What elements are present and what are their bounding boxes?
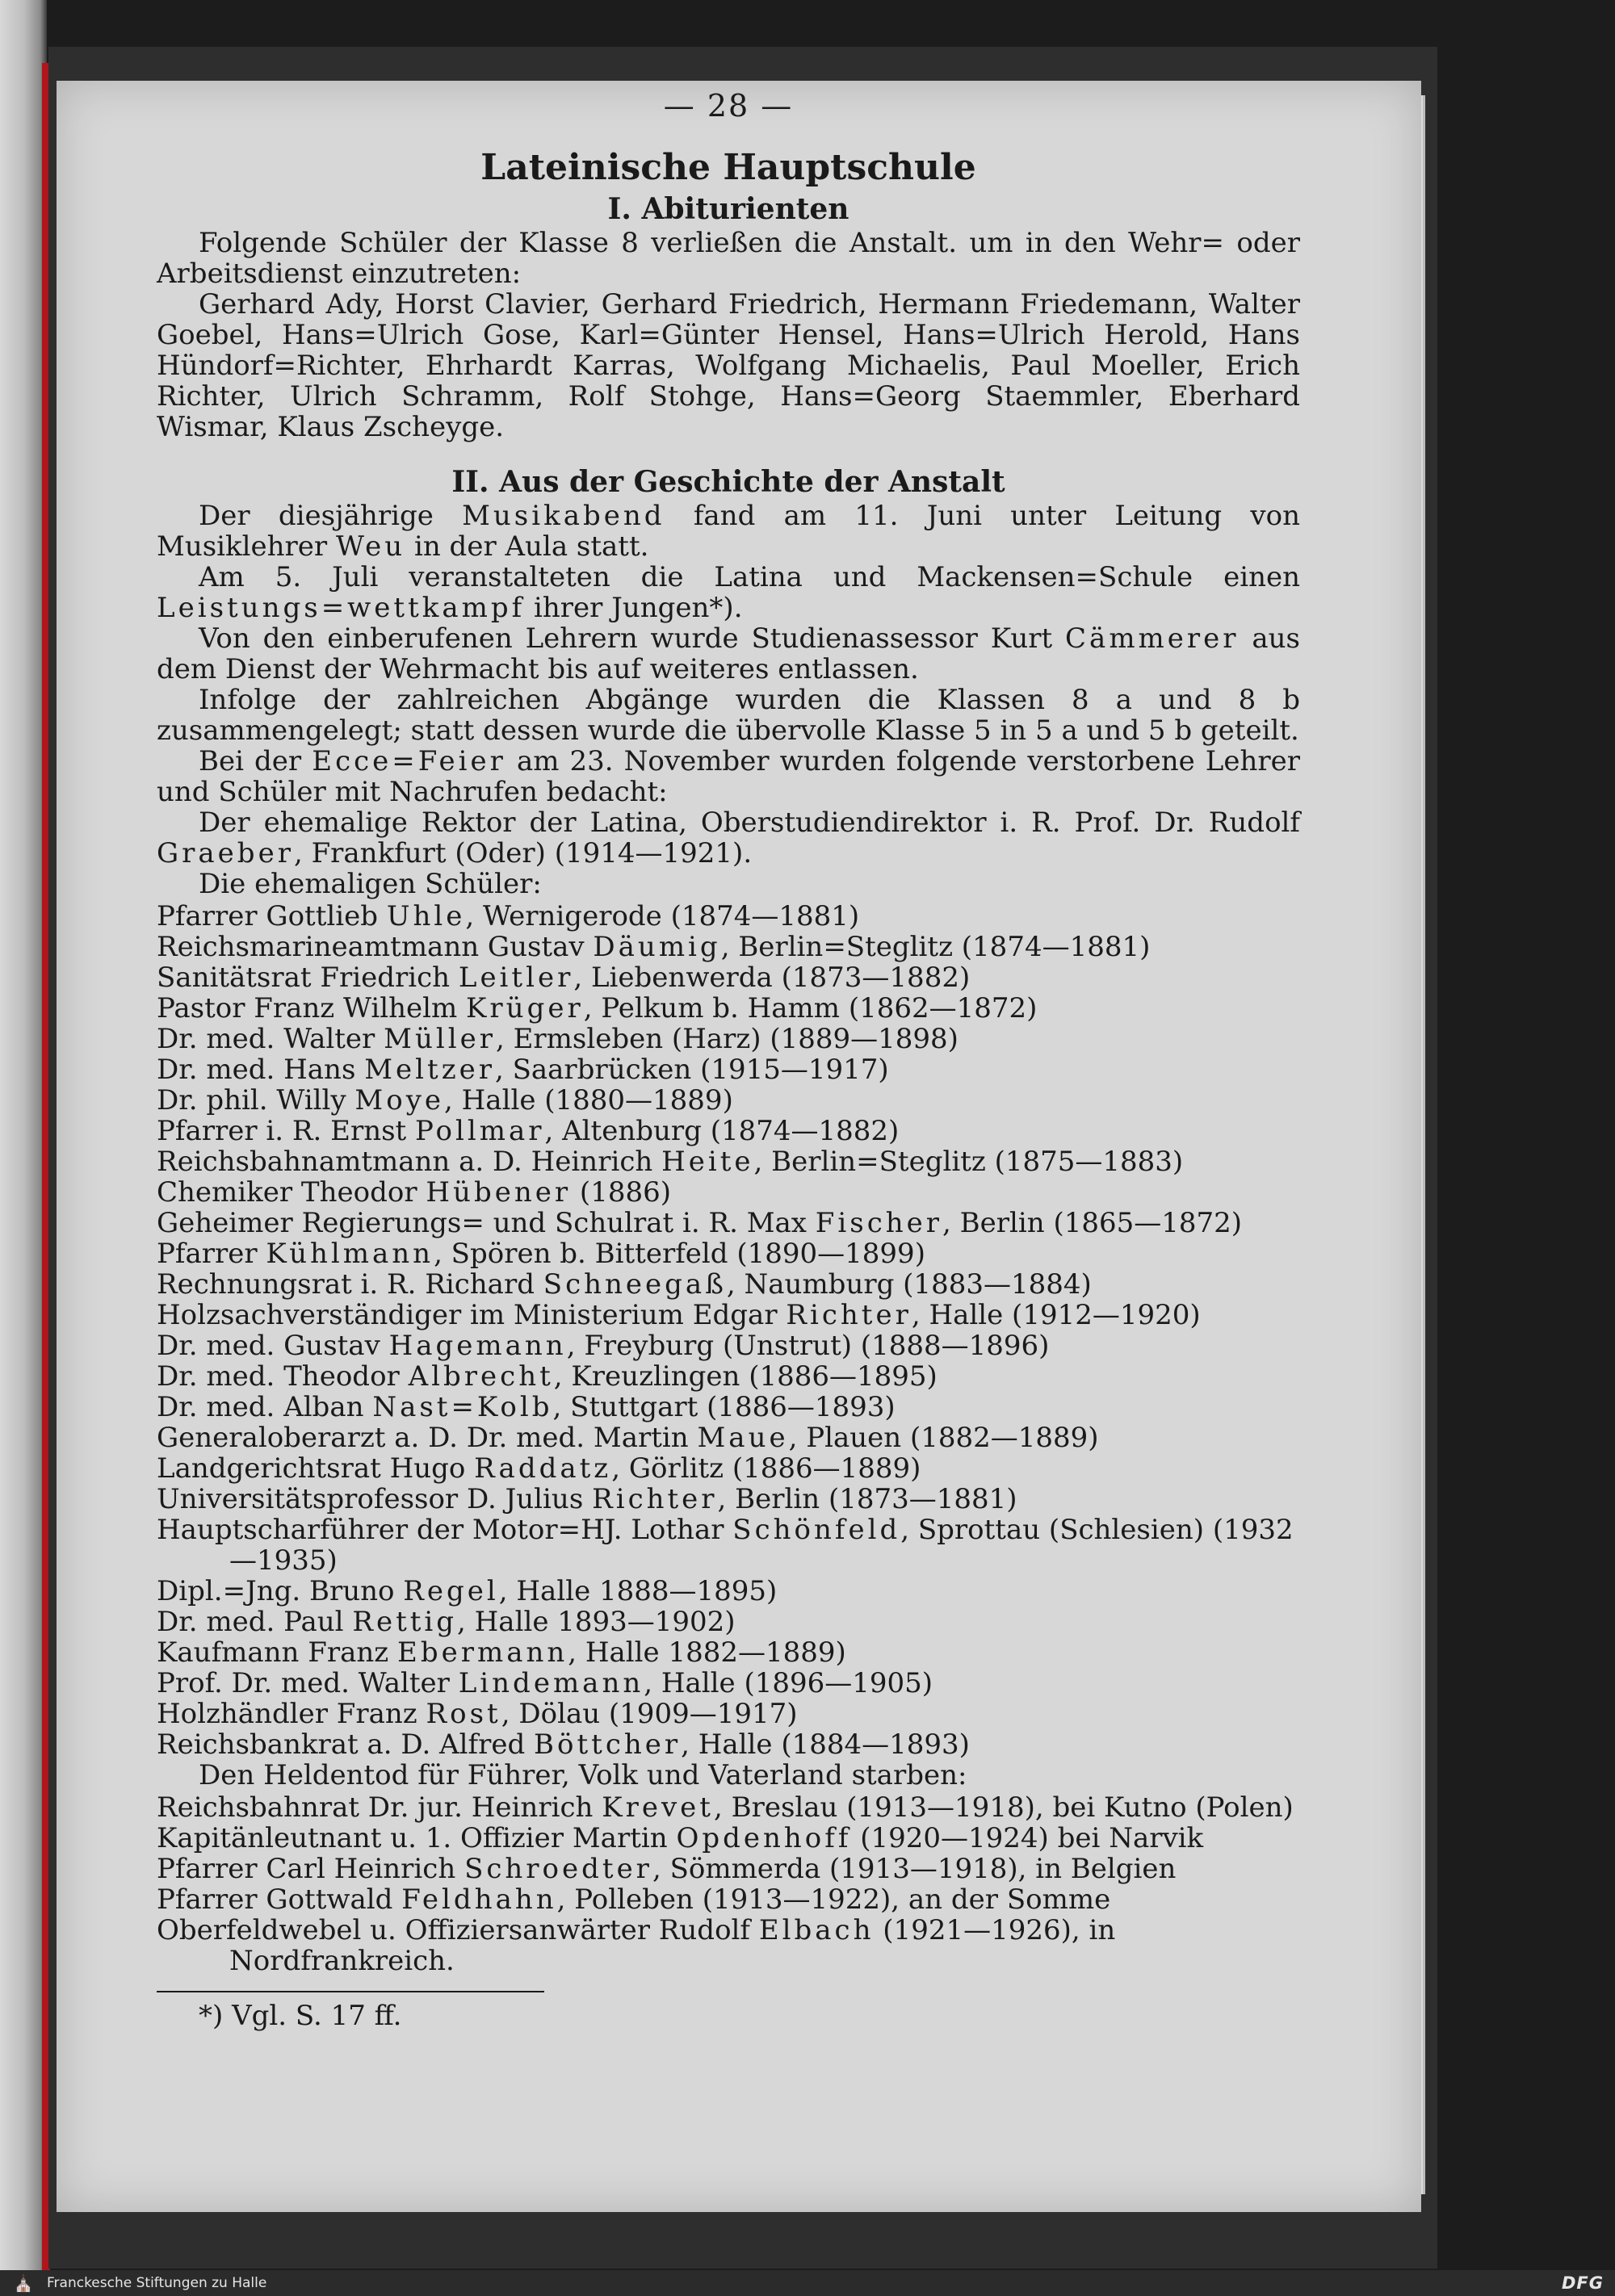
- item-details: , Dölau (1909—1917): [501, 1698, 798, 1730]
- list-item: [157, 1085, 1300, 1116]
- item-surname: Müller: [384, 1023, 496, 1055]
- text-run: fand am 11. Juni unter Leitung von Musiklehrer: [157, 500, 1300, 563]
- item-details: , Freyburg (Unstrut) (1888—1896): [566, 1330, 1050, 1362]
- list-item: [157, 1300, 1300, 1330]
- list-item: [157, 1453, 1300, 1484]
- item-title: Pfarrer Gottwald: [157, 1883, 402, 1916]
- item-details: , Berlin (1873—1881): [717, 1483, 1017, 1515]
- text-run: aus dem Dienst der Wehrmacht bis auf weiteres entlassen.: [157, 622, 1300, 685]
- list-item: [157, 901, 1300, 932]
- item-surname: Richter: [592, 1483, 718, 1515]
- item-title: Dr. med. Gustav: [157, 1330, 389, 1362]
- item-details: , Sömmerda (1913—1918), in Belgien: [652, 1853, 1177, 1885]
- item-surname: Hagemann: [388, 1330, 567, 1362]
- list-item: [157, 1823, 1300, 1854]
- item-title: Dr. med. Paul: [157, 1606, 353, 1638]
- fallen-list: [157, 1792, 1300, 1976]
- item-details: , Halle (1912—1920): [911, 1299, 1201, 1331]
- footnote: *) Vgl. S. 17 ff.: [199, 2000, 402, 2032]
- footer-institution: Franckesche Stiftungen zu Halle: [47, 2275, 267, 2291]
- item-surname: Kühlmann: [266, 1238, 434, 1270]
- item-title: Pfarrer i. R. Ernst: [157, 1115, 416, 1147]
- text-run: Der diesjährige: [199, 500, 463, 532]
- list-item: [157, 1361, 1300, 1392]
- item-surname: Albrecht: [408, 1360, 554, 1393]
- item-surname: Böttcher: [534, 1728, 682, 1761]
- item-title: Reichsmarineamtmann Gustav: [157, 931, 594, 963]
- item-title: Pfarrer: [157, 1238, 266, 1270]
- page-number: — 28 —: [663, 88, 794, 124]
- page-heading: Lateinische Hauptschule: [480, 147, 976, 188]
- paragraph-leistungswettkampf: [157, 562, 1300, 623]
- list-item: [157, 1054, 1300, 1085]
- list-item: [157, 1024, 1300, 1054]
- section-abiturienten-title: I. Abiturienten: [607, 192, 849, 226]
- abiturienten-intro: Folgende Schüler der Klasse 8 verließen die Anstalt. um in den Wehr= oder Arbeitsdienst einzutreten:: [157, 227, 1300, 290]
- item-surname: Leitler: [458, 962, 574, 994]
- list-item: [157, 1146, 1300, 1177]
- list-item: [157, 1854, 1300, 1884]
- crest-icon: ⛪: [13, 2273, 34, 2293]
- list-item: [157, 1330, 1300, 1361]
- item-surname: Fischer: [815, 1207, 943, 1239]
- item-surname: Richter: [786, 1299, 912, 1331]
- item-surname: Opdenhoff: [676, 1822, 852, 1854]
- item-surname: Maue: [697, 1422, 789, 1454]
- list-item: [157, 1884, 1300, 1915]
- spaced-term: Musikabend: [462, 500, 665, 532]
- item-title: Chemiker Theodor: [157, 1176, 426, 1209]
- item-title: Reichsbahnrat Dr. jur. Heinrich: [157, 1791, 602, 1824]
- item-title: Holzsachverständiger im Ministerium Edgar: [157, 1299, 787, 1331]
- item-surname: Krüger: [466, 992, 584, 1024]
- item-details: , Kreuzlingen (1886—1895): [553, 1360, 938, 1393]
- item-surname: Rettig: [352, 1606, 458, 1638]
- item-details: (1921—1926), in Nordfrankreich.: [229, 1914, 1116, 1977]
- spaced-name: Weu: [335, 530, 406, 563]
- item-details: , Naumburg (1883—1884): [726, 1268, 1092, 1301]
- text-run: in der Aula statt.: [405, 530, 649, 563]
- paragraph-ecce-feier: [157, 746, 1300, 807]
- item-surname: Nast=Kolb: [372, 1391, 553, 1423]
- text-run: Von den einberufenen Lehrern wurde Studienassessor Kurt: [199, 622, 1066, 655]
- item-details: , Görlitz (1886—1889): [611, 1452, 921, 1485]
- item-details: , Berlin (1865—1872): [942, 1207, 1243, 1239]
- text-run: am 23. November wurden folgende verstorbene Lehrer und Schüler mit Nachrufen bedacht:: [157, 745, 1301, 808]
- item-details: , Sprottau (Schlesien) (1932—1935): [229, 1514, 1294, 1577]
- item-details: , Halle 1888—1895): [498, 1575, 778, 1607]
- item-surname: Lindemann: [458, 1667, 644, 1699]
- list-item: [157, 993, 1300, 1024]
- item-details: , Halle (1884—1893): [681, 1728, 970, 1761]
- footnote-divider: [157, 1991, 544, 1992]
- item-title: Landgerichtsrat Hugo: [157, 1452, 475, 1485]
- list-item: [157, 1484, 1300, 1515]
- item-title: Pastor Franz Wilhelm: [157, 992, 467, 1024]
- footer-funder: DFG: [1561, 2273, 1604, 2293]
- paragraph-klassen: Infolge der zahlreichen Abgänge wurden die Klassen 8 a und 8 b zusammengelegt; statt dessen wurde die übervolle Klasse 5 in 5 a und 5 b geteilt.: [157, 684, 1300, 747]
- item-details: , Plauen (1882—1889): [788, 1422, 1099, 1454]
- item-details: , Halle 1893—1902): [457, 1606, 736, 1638]
- list-item: [157, 1392, 1300, 1422]
- list-item: [157, 1208, 1300, 1238]
- item-title: Holzhändler Franz: [157, 1698, 426, 1730]
- item-title: Universitätsprofessor D. Julius: [157, 1483, 593, 1515]
- list-item: [157, 962, 1300, 993]
- item-surname: Moye: [354, 1084, 445, 1117]
- item-title: Dr. med. Hans: [157, 1054, 365, 1086]
- item-title: Prof. Dr. med. Walter: [157, 1667, 459, 1699]
- item-details: , Stuttgart (1886—1893): [552, 1391, 896, 1423]
- list-item: [157, 1177, 1300, 1208]
- item-surname: Schneegaß: [543, 1268, 727, 1301]
- item-surname: Schönfeld: [732, 1514, 901, 1546]
- paragraph-lehrer: [157, 623, 1300, 685]
- item-title: Kapitänleutnant u. 1. Offizier Martin: [157, 1822, 677, 1854]
- item-title: Dr. phil. Willy: [157, 1084, 355, 1117]
- item-title: Dr. med. Alban: [157, 1391, 373, 1423]
- former-pupils-list: [157, 901, 1300, 1760]
- footer-bar: [0, 2270, 1615, 2296]
- item-surname: Heite: [661, 1146, 754, 1178]
- item-details: , Berlin=Steglitz (1875—1883): [753, 1146, 1184, 1178]
- item-surname: Ebermann: [397, 1636, 568, 1669]
- text-run: Am 5. Juli veranstalteten die Latina und Mackensen=Schule einen: [199, 561, 1300, 593]
- list-item: [157, 1269, 1300, 1300]
- item-details: , Halle (1896—1905): [644, 1667, 933, 1699]
- list-item: [157, 1729, 1300, 1760]
- list-item: [157, 1116, 1300, 1146]
- item-surname: Hübener: [426, 1176, 572, 1209]
- item-title: Sanitätsrat Friedrich: [157, 962, 459, 994]
- list-item: [157, 1515, 1300, 1576]
- list-item: [157, 1576, 1300, 1607]
- list-item: [157, 1699, 1300, 1729]
- page-text: [157, 90, 1300, 2031]
- item-details: (1886): [571, 1176, 671, 1209]
- item-details: , Spören b. Bitterfeld (1890—1899): [434, 1238, 925, 1270]
- item-surname: Elbach: [758, 1914, 875, 1946]
- list-item: [157, 932, 1300, 962]
- list-item: [157, 1637, 1300, 1668]
- list-item: [157, 1607, 1300, 1637]
- item-title: Kaufmann Franz: [157, 1636, 397, 1669]
- item-title: Geheimer Regierungs= und Schulrat i. R. Max: [157, 1207, 816, 1239]
- book-binding: [0, 0, 47, 2270]
- item-title: Oberfeldwebel u. Offiziersanwärter Rudolf: [157, 1914, 759, 1946]
- item-details: , Polleben (1913—1922), an der Somme: [556, 1883, 1111, 1916]
- item-details: , Pelkum b. Hamm (1862—1872): [583, 992, 1038, 1024]
- item-title: Dr. med. Theodor: [157, 1360, 409, 1393]
- item-title: Reichsbankrat a. D. Alfred: [157, 1728, 535, 1761]
- list-item: [157, 1422, 1300, 1453]
- paragraph-musikabend: [157, 501, 1300, 562]
- item-details: , Liebenwerda (1873—1882): [573, 962, 971, 994]
- item-surname: Rost: [426, 1698, 501, 1730]
- abiturienten-names: Gerhard Ady, Horst Clavier, Gerhard Friedrich, Hermann Friedemann, Walter Goebel, Hans=Ulrich Gose, Karl=Günter Hensel, Hans=Ulrich Herold, Hans Hündorf=Richter, Ehrhardt Karras, Wolfgang Michaelis, Paul Moeller, Erich Richter, Ulrich Schramm, Rolf Stohge, Hans=Georg Staemmler, Eberhard Wismar, Klaus Zscheyge.: [157, 288, 1300, 443]
- list-item: [157, 1668, 1300, 1699]
- text-run: Bei der: [199, 745, 313, 777]
- item-details: , Halle 1882—1889): [568, 1636, 846, 1669]
- item-details: , Ermsleben (Harz) (1889—1898): [495, 1023, 959, 1055]
- item-title: Reichsbahnamtmann a. D. Heinrich: [157, 1146, 662, 1178]
- item-surname: Krevet: [602, 1791, 714, 1824]
- list-item: [157, 1915, 1300, 1976]
- item-details: , Altenburg (1874—1882): [544, 1115, 900, 1147]
- item-title: Pfarrer Gottlieb: [157, 900, 387, 932]
- item-title: Dipl.=Jng. Bruno: [157, 1575, 404, 1607]
- spaced-name: Cämmerer: [1065, 622, 1240, 655]
- item-details: , Halle (1880—1889): [444, 1084, 733, 1117]
- spaced-term: Leistungs=wettkampf: [157, 592, 526, 624]
- item-title: Generaloberarzt a. D. Dr. med. Martin: [157, 1422, 698, 1454]
- item-details: , Saarbrücken (1915—1917): [494, 1054, 889, 1086]
- spaced-name: Graeber: [157, 837, 294, 869]
- list-item: [157, 1792, 1300, 1823]
- item-title: Hauptscharführer der Motor=HJ. Lothar: [157, 1514, 733, 1546]
- item-details: , Berlin=Steglitz (1874—1881): [720, 931, 1151, 963]
- item-details: , Wernigerode (1874—1881): [465, 900, 860, 932]
- paragraph-schueler-intro: Die ehemaligen Schüler:: [199, 868, 542, 900]
- item-title: Pfarrer Carl Heinrich: [157, 1853, 465, 1885]
- item-surname: Raddatz: [474, 1452, 612, 1485]
- text-run: , Frankfurt (Oder) (1914—1921).: [293, 837, 753, 869]
- paragraph-heldentod: Den Heldentod für Führer, Volk und Vaterland starben:: [199, 1759, 967, 1791]
- section-geschichte-title: II. Aus der Geschichte der Anstalt: [451, 465, 1005, 499]
- paragraph-rektor: [157, 807, 1300, 869]
- item-title: Dr. med. Walter: [157, 1023, 384, 1055]
- item-surname: Meltzer: [364, 1054, 495, 1086]
- item-details: , Breslau (1913—1918), bei Kutno (Polen): [713, 1791, 1294, 1824]
- item-surname: Uhle: [386, 900, 466, 932]
- item-surname: Schroedter: [464, 1853, 652, 1885]
- item-surname: Feldhahn: [401, 1883, 557, 1916]
- item-surname: Regel: [403, 1575, 499, 1607]
- item-title: Rechnungsrat i. R. Richard: [157, 1268, 543, 1301]
- item-surname: Pollmar: [415, 1115, 545, 1147]
- text-run: ihrer Jungen*).: [525, 592, 743, 624]
- spaced-term: Ecce=Feier: [312, 745, 506, 777]
- text-run: Der ehemalige Rektor der Latina, Oberstudiendirektor i. R. Prof. Dr. Rudolf: [199, 807, 1300, 839]
- list-item: [157, 1238, 1300, 1269]
- item-details: (1920—1924) bei Narvik: [851, 1822, 1204, 1854]
- item-surname: Däumig: [593, 931, 721, 963]
